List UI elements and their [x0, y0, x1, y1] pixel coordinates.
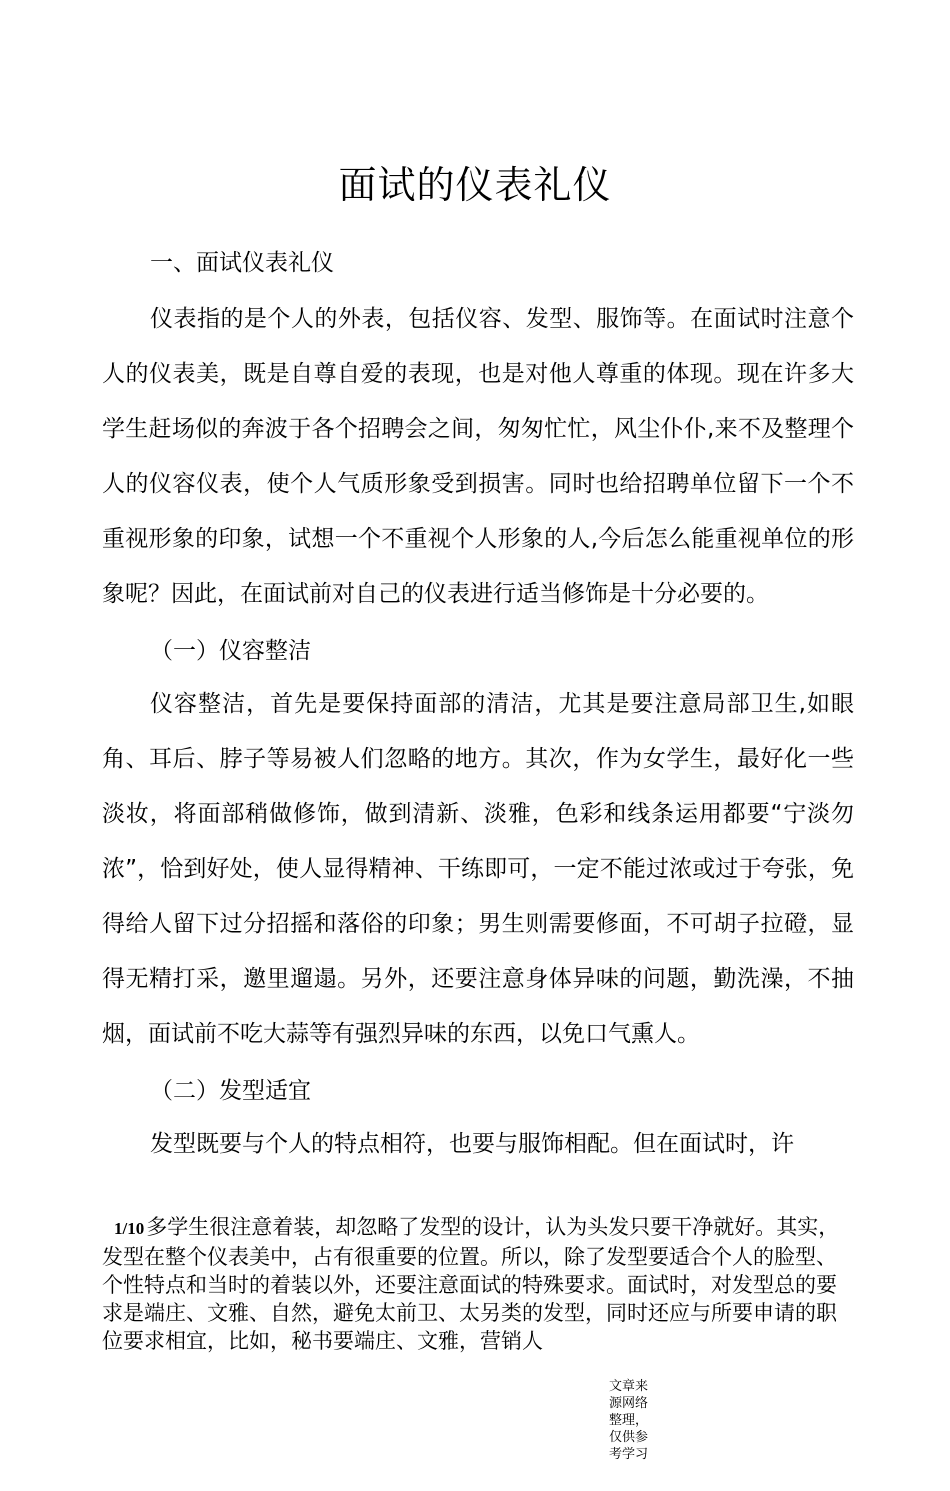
intro-paragraph: 仪表指的是个人的外表，包括仪容、发型、服饰等。在面试时注意个人的仪表美，既是自尊自爱的表现，也是对他人尊重的体现。现在许多大学生赶场似的奔波于各个招聘会之间，匆匆忙忙，风尘仆仆,来不及整理个人的仪容仪表，使个人气质形象受到损害。同时也给招聘单位留下一个不重视形象的印象，试想一个不重视个人形象的人,今后怎么能重视单位的形象呢？因此，在面试前对自己的仪表进行适当修饰是十分必要的。 [102, 306, 854, 607]
subsection-1-paragraph: 仪容整洁，首先是要保持面部的清洁，尤其是要注意局部卫生,如眼角、耳后、脖子等易被人们忽略的地方。其次，作为女学生，最好化一些淡妆，将面部稍做修饰，做到清新、淡雅，色彩和线条运用都要“宁淡勿浓”，恰到好处，使人显得精神、干练即可，一定不能过浓或过于夸张，免得给人留下过分招摇和落俗的印象；男生则需要修面，不可胡子拉磴，显得无精打采，邀里遛遢。另外，还要注意身体异味的问题，勤洗澡，不抽烟，面试前不吃大蒜等有强烈异味的东西，以免口气熏人。 [102, 691, 854, 1047]
source-watermark: 文章来源网络整理，仅供参考学习 [609, 1379, 649, 1462]
page-footer-text [102, 1213, 854, 1355]
page-number: 1/10 [114, 1219, 145, 1238]
subsection-1-heading: （一）仪容整洁 [150, 638, 311, 664]
subsection-2-paragraph: 发型既要与个人的特点相符，也要与服饰相配。但在面试时，许 [150, 1131, 794, 1157]
section-heading: 一、面试仪表礼仪 [150, 250, 334, 276]
continued-paragraph: 多学生很注意着装，却忽略了发型的设计，认为头发只要干净就好。其实，发型在整个仪表美中，占有很重要的位置。所以，除了发型要适合个人的脸型、个性特点和当时的着装以外，还要注意面试的特殊要求。面试时，对发型总的要求是端庄、文雅、自然，避免太前卫、太另类的发型，同时还应与所要申请的职位要求相宜，比如，秘书要端庄、文雅，营销人 [102, 1215, 840, 1353]
document-title: 面试的仪表礼仪 [338, 163, 612, 207]
subsection-2-heading: （二）发型适宜 [150, 1078, 311, 1104]
